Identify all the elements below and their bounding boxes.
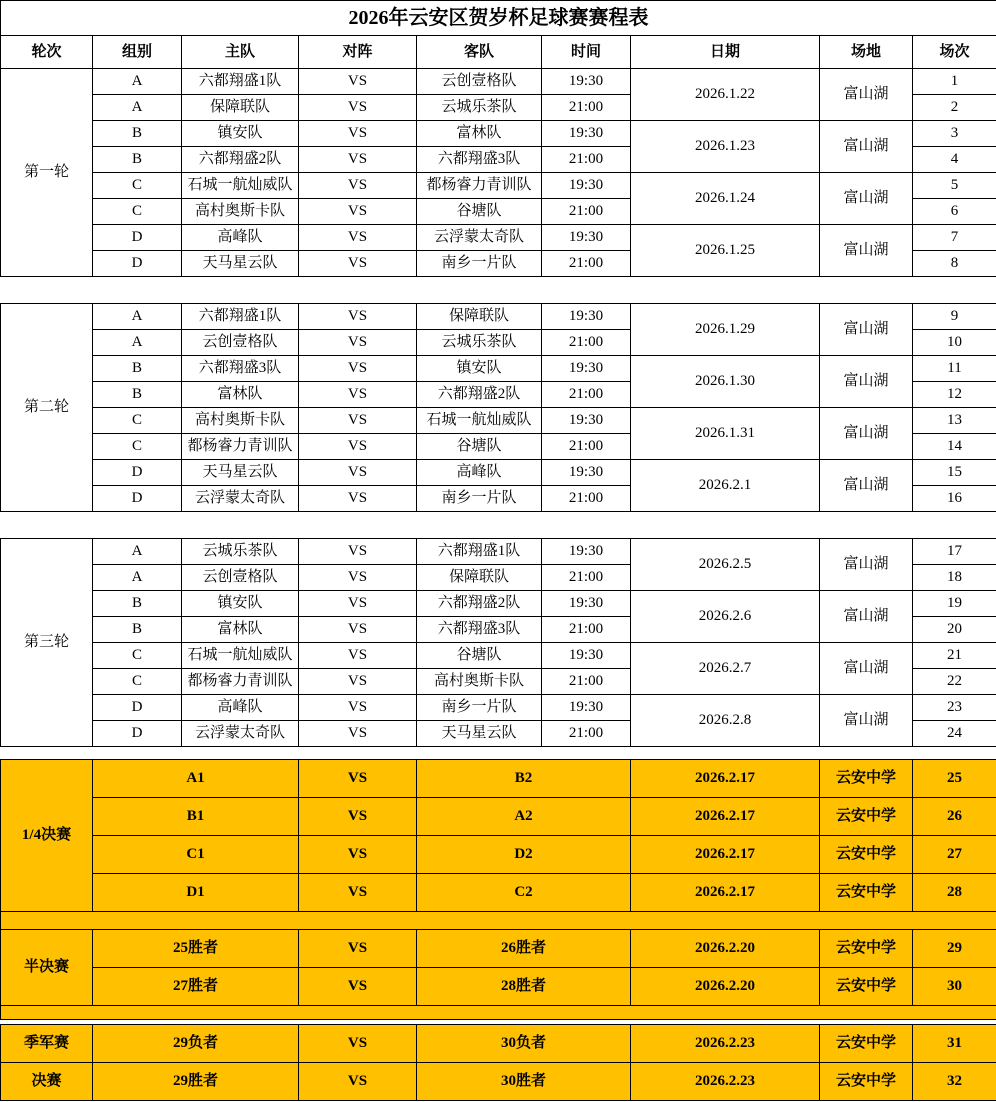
knockout-match-row — [1, 968, 996, 1006]
home-team-cell: 高峰队 — [182, 225, 299, 251]
vs-cell: VS — [299, 669, 417, 695]
date-cell: 2026.2.8 — [631, 695, 820, 747]
away-team-cell: 28胜者 — [417, 968, 631, 1006]
match-row — [1, 539, 996, 565]
venue-cell: 云安中学 — [820, 836, 913, 874]
date-cell: 2026.2.23 — [631, 1025, 820, 1063]
date-cell: 2026.2.7 — [631, 643, 820, 695]
group-cell: C — [93, 669, 182, 695]
vs-cell: VS — [299, 874, 417, 912]
vs-cell: VS — [299, 330, 417, 356]
match-row — [1, 356, 996, 382]
gap-row — [1, 512, 996, 539]
vs-cell: VS — [299, 836, 417, 874]
away-team-cell: 云城乐茶队 — [417, 95, 542, 121]
time-cell: 21:00 — [542, 147, 631, 173]
home-team-cell: 云城乐茶队 — [182, 539, 299, 565]
knockout-match-row — [1, 930, 996, 968]
vs-cell: VS — [299, 147, 417, 173]
date-cell: 2026.1.31 — [631, 408, 820, 460]
group-cell: B — [93, 147, 182, 173]
venue-cell: 富山湖 — [820, 695, 913, 747]
match-number-cell: 25 — [913, 760, 996, 798]
home-team-cell: 镇安队 — [182, 121, 299, 147]
away-team-cell: 保障联队 — [417, 304, 542, 330]
match-number-cell: 30 — [913, 968, 996, 1006]
venue-cell: 富山湖 — [820, 69, 913, 121]
vs-cell: VS — [299, 356, 417, 382]
time-cell: 21:00 — [542, 617, 631, 643]
match-number-cell: 2 — [913, 95, 996, 121]
time-cell: 19:30 — [542, 460, 631, 486]
time-cell: 21:00 — [542, 382, 631, 408]
vs-cell: VS — [299, 460, 417, 486]
header-cell: 组别 — [93, 36, 182, 69]
home-team-cell: 云浮蒙太奇队 — [182, 721, 299, 747]
venue-cell: 云安中学 — [820, 1025, 913, 1063]
vs-cell: VS — [299, 69, 417, 95]
vs-cell: VS — [299, 617, 417, 643]
group-cell: D — [93, 251, 182, 277]
time-cell: 21:00 — [542, 669, 631, 695]
vs-cell: VS — [299, 930, 417, 968]
gap-cell — [1, 277, 996, 304]
match-number-cell: 15 — [913, 460, 996, 486]
match-row — [1, 304, 996, 330]
vs-cell: VS — [299, 591, 417, 617]
spacer-cell — [1, 912, 996, 930]
vs-cell: VS — [299, 539, 417, 565]
vs-cell: VS — [299, 173, 417, 199]
home-team-cell: B1 — [93, 798, 299, 836]
header-cell: 时间 — [542, 36, 631, 69]
away-team-cell: 谷塘队 — [417, 434, 542, 460]
time-cell: 21:00 — [542, 434, 631, 460]
match-row — [1, 408, 996, 434]
group-cell: D — [93, 486, 182, 512]
group-cell: B — [93, 591, 182, 617]
home-team-cell: 高村奥斯卡队 — [182, 199, 299, 225]
header-cell: 场地 — [820, 36, 913, 69]
venue-cell: 云安中学 — [820, 798, 913, 836]
match-number-cell: 11 — [913, 356, 996, 382]
spacer-cell — [1, 1006, 996, 1020]
match-row — [1, 69, 996, 95]
time-cell: 21:00 — [542, 95, 631, 121]
page-title: 2026年云安区贺岁杯足球赛赛程表 — [1, 1, 996, 36]
away-team-cell: 天马星云队 — [417, 721, 542, 747]
time-cell: 19:30 — [542, 356, 631, 382]
match-number-cell: 18 — [913, 565, 996, 591]
away-team-cell: 保障联队 — [417, 565, 542, 591]
away-team-cell: 谷塘队 — [417, 199, 542, 225]
time-cell: 21:00 — [542, 721, 631, 747]
group-cell: C — [93, 199, 182, 225]
vs-cell: VS — [299, 251, 417, 277]
match-number-cell: 10 — [913, 330, 996, 356]
round-label-cell: 第三轮 — [1, 539, 93, 747]
home-team-cell: 六都翔盛1队 — [182, 69, 299, 95]
header-cell: 轮次 — [1, 36, 93, 69]
venue-cell: 云安中学 — [820, 1063, 913, 1101]
away-team-cell: 都杨睿力青训队 — [417, 173, 542, 199]
match-number-cell: 8 — [913, 251, 996, 277]
match-number-cell: 29 — [913, 930, 996, 968]
knockout-match-row — [1, 1063, 996, 1101]
group-cell: A — [93, 330, 182, 356]
group-cell: D — [93, 225, 182, 251]
date-cell: 2026.1.30 — [631, 356, 820, 408]
vs-cell: VS — [299, 968, 417, 1006]
group-cell: B — [93, 121, 182, 147]
home-team-cell: 六都翔盛3队 — [182, 356, 299, 382]
home-team-cell: 保障联队 — [182, 95, 299, 121]
home-team-cell: 六都翔盛1队 — [182, 304, 299, 330]
venue-cell: 富山湖 — [820, 539, 913, 591]
time-cell: 21:00 — [542, 486, 631, 512]
vs-cell: VS — [299, 565, 417, 591]
match-number-cell: 13 — [913, 408, 996, 434]
home-team-cell: 都杨睿力青训队 — [182, 434, 299, 460]
vs-cell: VS — [299, 121, 417, 147]
time-cell: 19:30 — [542, 591, 631, 617]
date-cell: 2026.2.17 — [631, 874, 820, 912]
home-team-cell: 25胜者 — [93, 930, 299, 968]
group-cell: B — [93, 617, 182, 643]
home-team-cell: D1 — [93, 874, 299, 912]
date-cell: 2026.1.25 — [631, 225, 820, 277]
venue-cell: 云安中学 — [820, 760, 913, 798]
header-row — [1, 36, 996, 69]
match-number-cell: 22 — [913, 669, 996, 695]
gap-cell — [1, 747, 996, 760]
gap-row — [1, 277, 996, 304]
away-team-cell: 云创壹格队 — [417, 69, 542, 95]
vs-cell: VS — [299, 95, 417, 121]
away-team-cell: 南乡一片队 — [417, 695, 542, 721]
time-cell: 19:30 — [542, 695, 631, 721]
match-number-cell: 19 — [913, 591, 996, 617]
match-row — [1, 695, 996, 721]
time-cell: 21:00 — [542, 565, 631, 591]
away-team-cell: 高峰队 — [417, 460, 542, 486]
away-team-cell: 高村奥斯卡队 — [417, 669, 542, 695]
away-team-cell: 六都翔盛2队 — [417, 382, 542, 408]
match-number-cell: 17 — [913, 539, 996, 565]
title-row — [1, 1, 996, 36]
away-team-cell: 六都翔盛1队 — [417, 539, 542, 565]
group-cell: C — [93, 643, 182, 669]
match-number-cell: 20 — [913, 617, 996, 643]
round-label-cell: 半决赛 — [1, 930, 93, 1006]
round-label-cell: 季军赛 — [1, 1025, 93, 1063]
away-team-cell: B2 — [417, 760, 631, 798]
time-cell: 21:00 — [542, 251, 631, 277]
match-number-cell: 24 — [913, 721, 996, 747]
date-cell: 2026.2.5 — [631, 539, 820, 591]
group-cell: A — [93, 95, 182, 121]
venue-cell: 云安中学 — [820, 874, 913, 912]
match-number-cell: 9 — [913, 304, 996, 330]
home-team-cell: C1 — [93, 836, 299, 874]
away-team-cell: 六都翔盛3队 — [417, 147, 542, 173]
group-cell: D — [93, 721, 182, 747]
vs-cell: VS — [299, 643, 417, 669]
match-number-cell: 27 — [913, 836, 996, 874]
knockout-match-row — [1, 798, 996, 836]
vs-cell: VS — [299, 199, 417, 225]
away-team-cell: C2 — [417, 874, 631, 912]
away-team-cell: 南乡一片队 — [417, 486, 542, 512]
away-team-cell: 六都翔盛2队 — [417, 591, 542, 617]
home-team-cell: 云创壹格队 — [182, 330, 299, 356]
time-cell: 21:00 — [542, 199, 631, 225]
venue-cell: 富山湖 — [820, 643, 913, 695]
home-team-cell: 六都翔盛2队 — [182, 147, 299, 173]
group-cell: A — [93, 539, 182, 565]
match-number-cell: 3 — [913, 121, 996, 147]
home-team-cell: 镇安队 — [182, 591, 299, 617]
spacer-row — [1, 912, 996, 930]
home-team-cell: 富林队 — [182, 617, 299, 643]
time-cell: 19:30 — [542, 643, 631, 669]
group-cell: A — [93, 304, 182, 330]
venue-cell: 富山湖 — [820, 225, 913, 277]
group-cell: C — [93, 408, 182, 434]
match-number-cell: 21 — [913, 643, 996, 669]
match-number-cell: 4 — [913, 147, 996, 173]
venue-cell: 富山湖 — [820, 304, 913, 356]
away-team-cell: 30负者 — [417, 1025, 631, 1063]
date-cell: 2026.1.23 — [631, 121, 820, 173]
home-team-cell: 都杨睿力青训队 — [182, 669, 299, 695]
group-cell: A — [93, 69, 182, 95]
away-team-cell: 石城一航灿威队 — [417, 408, 542, 434]
away-team-cell: 六都翔盛3队 — [417, 617, 542, 643]
home-team-cell: A1 — [93, 760, 299, 798]
date-cell: 2026.2.17 — [631, 760, 820, 798]
home-team-cell: 富林队 — [182, 382, 299, 408]
vs-cell: VS — [299, 1063, 417, 1101]
venue-cell: 富山湖 — [820, 460, 913, 512]
match-row — [1, 173, 996, 199]
vs-cell: VS — [299, 695, 417, 721]
home-team-cell: 29胜者 — [93, 1063, 299, 1101]
knockout-match-row — [1, 1025, 996, 1063]
group-cell: C — [93, 434, 182, 460]
time-cell: 19:30 — [542, 539, 631, 565]
away-team-cell: 30胜者 — [417, 1063, 631, 1101]
home-team-cell: 云浮蒙太奇队 — [182, 486, 299, 512]
date-cell: 2026.1.22 — [631, 69, 820, 121]
vs-cell: VS — [299, 721, 417, 747]
gap-row — [1, 747, 996, 760]
match-number-cell: 32 — [913, 1063, 996, 1101]
match-number-cell: 16 — [913, 486, 996, 512]
match-number-cell: 12 — [913, 382, 996, 408]
match-row — [1, 121, 996, 147]
knockout-match-row — [1, 836, 996, 874]
vs-cell: VS — [299, 382, 417, 408]
vs-cell: VS — [299, 304, 417, 330]
group-cell: D — [93, 695, 182, 721]
match-row — [1, 225, 996, 251]
match-number-cell: 5 — [913, 173, 996, 199]
date-cell: 2026.2.17 — [631, 836, 820, 874]
round-label-cell: 第二轮 — [1, 304, 93, 512]
vs-cell: VS — [299, 408, 417, 434]
date-cell: 2026.2.17 — [631, 798, 820, 836]
date-cell: 2026.2.20 — [631, 968, 820, 1006]
gap-cell — [1, 512, 996, 539]
home-team-cell: 高峰队 — [182, 695, 299, 721]
venue-cell: 富山湖 — [820, 173, 913, 225]
header-cell: 对阵 — [299, 36, 417, 69]
date-cell: 2026.1.24 — [631, 173, 820, 225]
group-cell: B — [93, 356, 182, 382]
date-cell: 2026.1.29 — [631, 304, 820, 356]
venue-cell: 云安中学 — [820, 930, 913, 968]
match-number-cell: 26 — [913, 798, 996, 836]
vs-cell: VS — [299, 434, 417, 460]
match-number-cell: 28 — [913, 874, 996, 912]
match-number-cell: 23 — [913, 695, 996, 721]
vs-cell: VS — [299, 225, 417, 251]
date-cell: 2026.2.20 — [631, 930, 820, 968]
match-number-cell: 14 — [913, 434, 996, 460]
round-label-cell: 第一轮 — [1, 69, 93, 277]
away-team-cell: 云浮蒙太奇队 — [417, 225, 542, 251]
match-number-cell: 1 — [913, 69, 996, 95]
away-team-cell: D2 — [417, 836, 631, 874]
knockout-match-row — [1, 874, 996, 912]
time-cell: 19:30 — [542, 121, 631, 147]
vs-cell: VS — [299, 486, 417, 512]
match-row — [1, 643, 996, 669]
match-row — [1, 591, 996, 617]
date-cell: 2026.2.1 — [631, 460, 820, 512]
header-cell: 日期 — [631, 36, 820, 69]
home-team-cell: 天马星云队 — [182, 460, 299, 486]
knockout-match-row — [1, 760, 996, 798]
match-row — [1, 460, 996, 486]
time-cell: 19:30 — [542, 408, 631, 434]
date-cell: 2026.2.6 — [631, 591, 820, 643]
away-team-cell: 富林队 — [417, 121, 542, 147]
venue-cell: 云安中学 — [820, 968, 913, 1006]
time-cell: 19:30 — [542, 69, 631, 95]
venue-cell: 富山湖 — [820, 408, 913, 460]
home-team-cell: 29负者 — [93, 1025, 299, 1063]
home-team-cell: 石城一航灿威队 — [182, 643, 299, 669]
group-cell: C — [93, 173, 182, 199]
away-team-cell: 云城乐茶队 — [417, 330, 542, 356]
time-cell: 19:30 — [542, 173, 631, 199]
home-team-cell: 石城一航灿威队 — [182, 173, 299, 199]
away-team-cell: 26胜者 — [417, 930, 631, 968]
home-team-cell: 云创壹格队 — [182, 565, 299, 591]
time-cell: 21:00 — [542, 330, 631, 356]
home-team-cell: 高村奥斯卡队 — [182, 408, 299, 434]
header-cell: 主队 — [182, 36, 299, 69]
spacer-row — [1, 1006, 996, 1020]
match-number-cell: 6 — [913, 199, 996, 225]
header-cell: 场次 — [913, 36, 996, 69]
group-cell: B — [93, 382, 182, 408]
match-number-cell: 7 — [913, 225, 996, 251]
round-label-cell: 1/4决赛 — [1, 760, 93, 912]
time-cell: 19:30 — [542, 304, 631, 330]
away-team-cell: 南乡一片队 — [417, 251, 542, 277]
venue-cell: 富山湖 — [820, 121, 913, 173]
venue-cell: 富山湖 — [820, 591, 913, 643]
away-team-cell: 谷塘队 — [417, 643, 542, 669]
home-team-cell: 天马星云队 — [182, 251, 299, 277]
vs-cell: VS — [299, 1025, 417, 1063]
away-team-cell: 镇安队 — [417, 356, 542, 382]
home-team-cell: 27胜者 — [93, 968, 299, 1006]
date-cell: 2026.2.23 — [631, 1063, 820, 1101]
match-number-cell: 31 — [913, 1025, 996, 1063]
group-cell: D — [93, 460, 182, 486]
vs-cell: VS — [299, 798, 417, 836]
header-cell: 客队 — [417, 36, 542, 69]
away-team-cell: A2 — [417, 798, 631, 836]
time-cell: 19:30 — [542, 225, 631, 251]
venue-cell: 富山湖 — [820, 356, 913, 408]
group-cell: A — [93, 565, 182, 591]
vs-cell: VS — [299, 760, 417, 798]
round-label-cell: 决赛 — [1, 1063, 93, 1101]
